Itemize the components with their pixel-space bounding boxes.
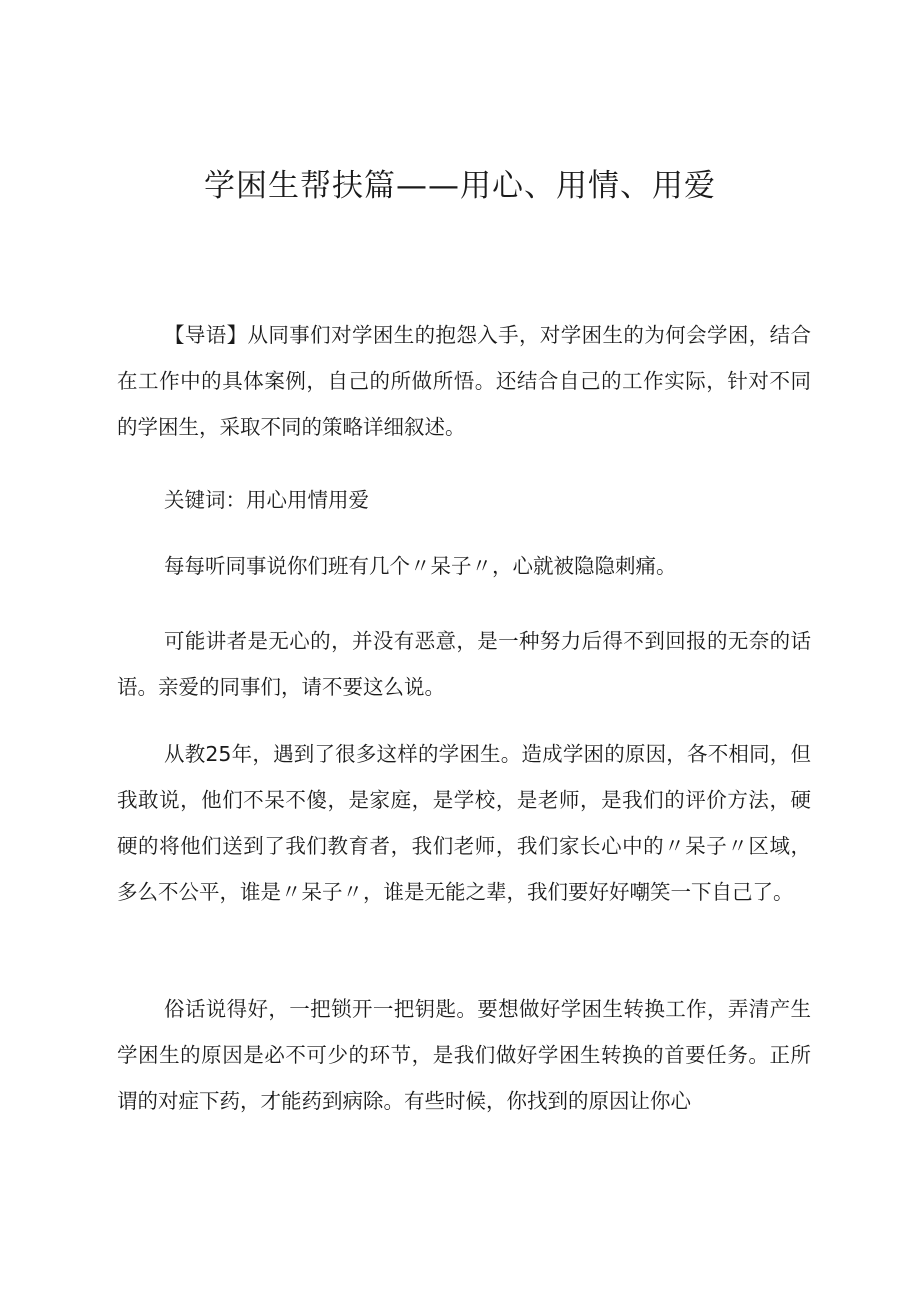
paragraph-intro: 【导语】从同事们对学困生的抱怨入手，对学困生的为何会学困，结合在工作中的具体案例，自己的所做所悟。还结合自己的工作实际，针对不同的学困生，采取不同的策略详细叙述。 (117, 323, 811, 439)
paragraph: 可能讲者是无心的，并没有恶意，是一种努力后得不到回报的无奈的话语。亲爱的同事们，请不要这么说。 (117, 629, 811, 699)
paragraph: 从教25年，遇到了很多这样的学困生。造成学困的原因，各不相同，但我敢说，他们不呆不傻，是家庭，是学校，是老师，是我们的评价方法，硬硬的将他们送到了我们教育者，我们老师，我们家长心中的〃呆子〃区域，多么不公平，谁是〃呆子〃，谁是无能之辈，我们要好好嘲笑一下自己了。 (117, 742, 811, 904)
paragraph: 俗话说得好，一把锁开一把钥匙。要想做好学困生转换工作，弄清产生学困生的原因是必不可少的环节，是我们做好学困生转换的首要任务。正所谓的对症下药，才能药到病除。有些时候，你找到的原因让你心 (117, 997, 811, 1113)
page-title: 学困生帮扶篇——用心、用情、用爱 (204, 168, 716, 204)
paragraph: 每每听同事说你们班有几个〃呆子〃，心就被隐隐刺痛。 (164, 554, 677, 578)
paragraph-keywords: 关键词：用心用情用爱 (164, 488, 369, 512)
